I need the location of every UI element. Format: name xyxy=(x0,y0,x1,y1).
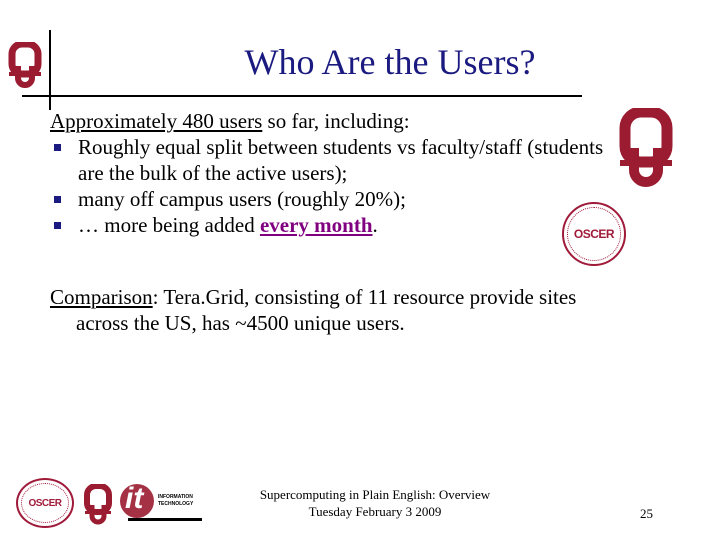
it-logo-caption xyxy=(158,494,193,508)
comparison-line xyxy=(50,284,690,310)
comparison-text: : Tera.Grid, consisting of 11 resource provide sites xyxy=(152,285,577,309)
intro-rest: so far, including: xyxy=(262,109,410,133)
title-divider-horizontal xyxy=(22,95,582,97)
bullet-item xyxy=(50,186,610,212)
it-caption-line2: TECHNOLOGY xyxy=(158,501,194,507)
bullet-emphasis: every month xyxy=(259,213,373,237)
ou-footer-logo-icon xyxy=(84,484,116,526)
intro-line xyxy=(50,108,610,134)
bullet-square-icon xyxy=(54,196,61,203)
it-logo-text: it xyxy=(125,482,144,515)
bullet-square-icon xyxy=(54,144,61,151)
oscer-seal-label: OSCER xyxy=(573,227,615,241)
users-summary xyxy=(50,108,610,238)
bullet-text-after: . xyxy=(372,213,378,237)
user-count-phrase: Approximately 480 users xyxy=(50,109,263,133)
bullet-text-before: … more being added xyxy=(78,213,260,237)
comparison-label: Comparison xyxy=(50,285,153,309)
comparison-continuation: across the US, has ~4500 unique users. xyxy=(76,311,405,335)
page-number: 25 xyxy=(640,506,653,521)
it-caption-line1: INFORMATION xyxy=(158,494,193,500)
slide-title: Who Are the Users? xyxy=(244,42,536,82)
oscer-footer-label: OSCER xyxy=(28,497,62,509)
ou-logo-large-icon xyxy=(618,108,682,190)
bullet-item xyxy=(50,212,610,238)
bullet-square-icon xyxy=(54,222,61,229)
footer-line-1: Supercomputing in Plain English: Overview xyxy=(259,487,491,502)
comparison-paragraph xyxy=(50,284,690,336)
bullet-item xyxy=(50,134,610,186)
footer-line-2: Tuesday February 3 2009 xyxy=(308,504,442,519)
it-logo xyxy=(120,484,204,524)
bullet-text: many off campus users (roughly 20%); xyxy=(78,187,406,211)
it-logo-rule xyxy=(128,518,202,521)
ou-logo-icon xyxy=(8,42,48,90)
footer-caption xyxy=(230,486,520,520)
title-divider-vertical xyxy=(49,30,51,110)
bullet-text: Roughly equal split between students vs faculty/staff (students are the bulk of the active users); xyxy=(78,135,604,185)
oscer-seal-footer-icon xyxy=(16,478,74,528)
